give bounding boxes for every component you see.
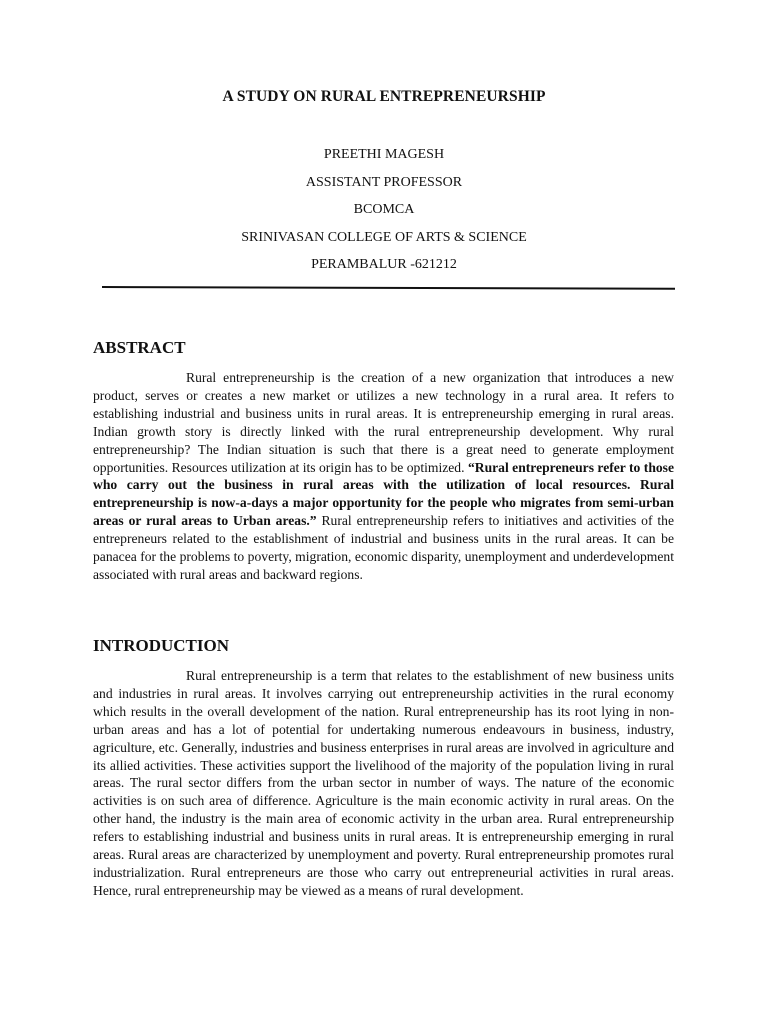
abstract-text-2: Rural entrepreneurship refers to initiatives and activities of the entrepreneurs related to the establishment of industrial and business units in the rural areas. It can be panacea for the problems to poverty, migration, economic disparity, unemployment and underdevelopment associated with rural areas and backward regions. xyxy=(93,513,674,582)
author-department: BCOMCA xyxy=(353,202,415,217)
author-block xyxy=(0,145,768,283)
introduction-heading: INTRODUCTION xyxy=(93,636,230,655)
abstract-heading: ABSTRACT xyxy=(93,338,186,357)
author-location: PERAMBALUR -621212 xyxy=(311,257,457,272)
abstract-bold-quote: “Rural entrepreneurs refer to those who carry out the business in rural areas with the utilization of local resources. Rural entrepreneurship is now-a-days a major opportunity for the people who migrates from semi-urban areas or rural areas to Urban areas.” xyxy=(93,459,675,529)
abstract-text-1: Rural entrepreneurship is the creation of a new organization that introduces a new product, serves or creates a new market or utilizes a new technology in a rural area. It refers to establishing industrial and business units in rural areas. It is entrepreneurship emerging in rural areas. Indian growth story is directly linked with the rural entrepreneurship development. Why rural entrepreneurship? The Indian situation is such that there is a great need to generate employment opportunities. Resources utilization at its origin has to be optimized. xyxy=(93,370,674,475)
abstract-paragraph xyxy=(93,369,674,584)
header-divider xyxy=(102,286,675,290)
author-name: PREETHI MAGESH xyxy=(323,147,445,162)
paper-title: A STUDY ON RURAL ENTREPRENEURSHIP xyxy=(222,88,546,105)
author-position: ASSISTANT PROFESSOR xyxy=(305,174,463,190)
author-institution: SRINIVASAN COLLEGE OF ARTS & SCIENCE xyxy=(241,229,527,245)
introduction-paragraph: Rural entrepreneurship is a term that relates to the establishment of new business units and industries in rural areas. It involves carrying out entrepreneurship activities in the rural economy which results in the overall development of the nation. Rural entrepreneurship has its root lying in non-urban areas and has a lot of potential for undertaking numerous endeavours in business, industry, agriculture, etc. Generally, industries and business enterprises in rural areas are involved in agriculture and its allied activities. These activities support the livelihood of the majority of the population living in rural areas. The rural sector differs from the urban sector in number of ways. The nature of the economic activities is on such area of difference. Agriculture is the main economic activity in rural areas. On the other hand, the industry is the main area of economic activity in the urban area. Rural entrepreneurship refers to establishing industrial and business units in rural areas. It is entrepreneurship emerging in rural areas. Rural areas are characterized by unemployment and poverty. Rural entrepreneurship promotes rural industrialization. Rural entrepreneurs are those who carry out entrepreneurial activities in rural areas. Hence, rural entrepreneurship may be viewed as a means of rural development. xyxy=(93,668,674,898)
